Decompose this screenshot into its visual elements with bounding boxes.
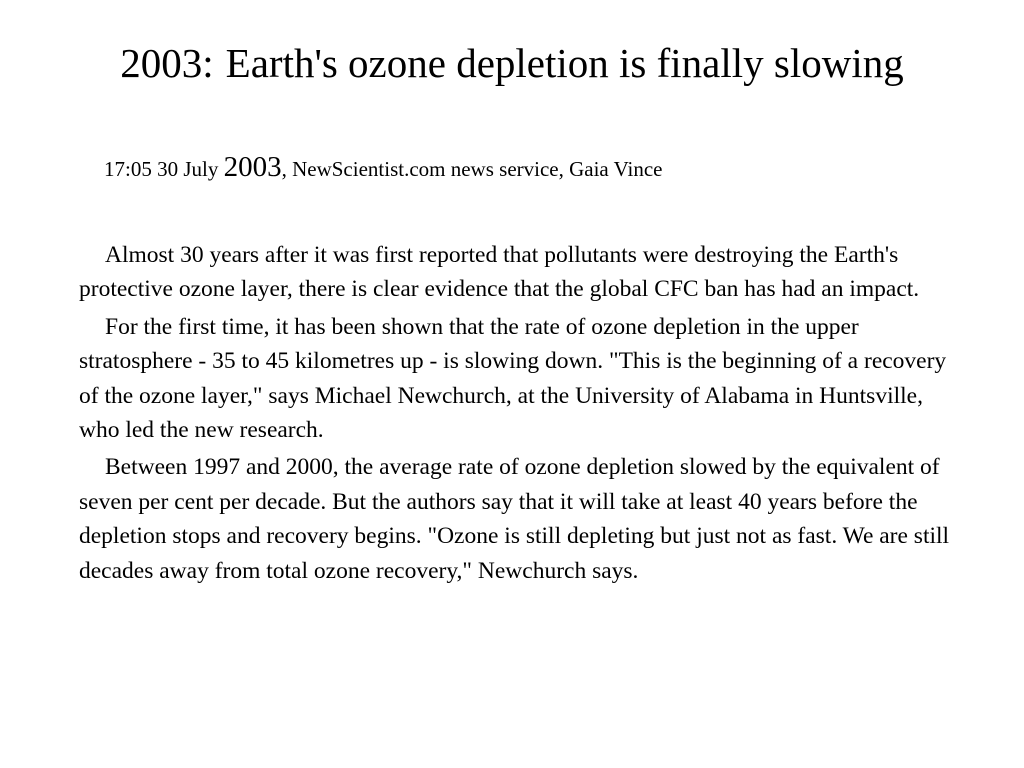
byline-year: 2003 xyxy=(223,151,282,183)
title-text: Earth's ozone depletion is finally slowing xyxy=(225,40,904,86)
paragraph-3: Between 1997 and 2000, the average rate of ozone depletion slowed by the equivalent of seven per cent per decade. But the authors say that it will take at least 40 years before the depletion stops and recovery begins. "Ozone is still depleting but just not as fast. We are still decades away from total ozone recovery," Newchurch says. xyxy=(79,454,950,584)
article-body xyxy=(79,238,969,591)
paragraph-1: Almost 30 years after it was first reported that pollutants were destroying the Earth's protective ozone layer, there is clear evidence that the global CFC ban has had an impact. xyxy=(79,242,920,303)
paragraph-2: For the first time, it has been shown that the rate of ozone depletion in the upper stratosphere - 35 to 45 kilometres up - is slowing down. "This is the beginning of a recovery of the ozone layer," says Michael Newchurch, at the University of Alabama in Huntsville, who led the new research. xyxy=(79,313,947,444)
byline-time-date: 17:05 30 July xyxy=(104,157,219,181)
slide-title xyxy=(0,38,1024,88)
title-year: 2003: xyxy=(120,40,214,86)
byline-source: , NewScientist.com news service, Gaia Vince xyxy=(281,157,663,181)
article-byline xyxy=(104,152,663,184)
